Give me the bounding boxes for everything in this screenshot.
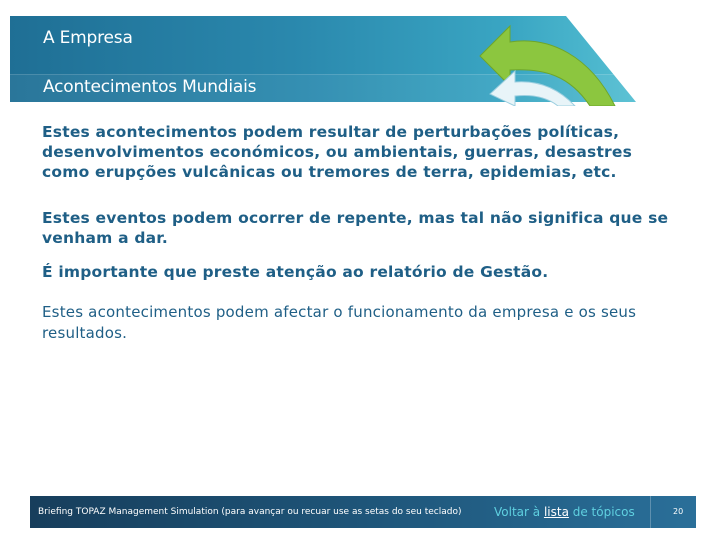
link-text-list: lista bbox=[543, 505, 569, 519]
footer-divider bbox=[650, 496, 651, 528]
text-line: Estes acontecimentos podem afectar o funcionamento da empresa e os seus bbox=[42, 303, 637, 321]
page-subtitle: Acontecimentos Mundiais bbox=[43, 77, 257, 97]
page-title: A Empresa bbox=[43, 28, 133, 48]
back-to-topics-link[interactable] bbox=[494, 505, 635, 519]
text-line: venham a dar. bbox=[42, 229, 169, 247]
paragraph-attention: É importante que preste atenção ao relatório de Gestão. bbox=[42, 263, 549, 281]
link-text-pre: Voltar à bbox=[494, 505, 544, 519]
footer-bar bbox=[30, 496, 696, 528]
text-line: como erupções vulcânicas ou tremores de terra, epidemias, etc. bbox=[42, 163, 617, 181]
footer-caption: Briefing TOPAZ Management Simulation (para avançar ou recuar use as setas do seu teclado) bbox=[38, 507, 462, 517]
text-line: Estes eventos podem ocorrer de repente, mas tal não significa que se bbox=[42, 209, 669, 227]
text-line: Estes acontecimentos podem resultar de perturbações políticas, bbox=[42, 123, 620, 141]
curved-arrows-icon bbox=[440, 16, 640, 106]
paragraph-results bbox=[42, 302, 636, 344]
page-number: 20 bbox=[673, 507, 684, 516]
paragraph-events bbox=[42, 122, 632, 182]
text-line: desenvolvimentos económicos, ou ambientais, guerras, desastres bbox=[42, 143, 633, 161]
text-line: resultados. bbox=[42, 324, 128, 342]
paragraph-sudden bbox=[42, 208, 668, 248]
link-text-post: de tópicos bbox=[568, 505, 635, 519]
